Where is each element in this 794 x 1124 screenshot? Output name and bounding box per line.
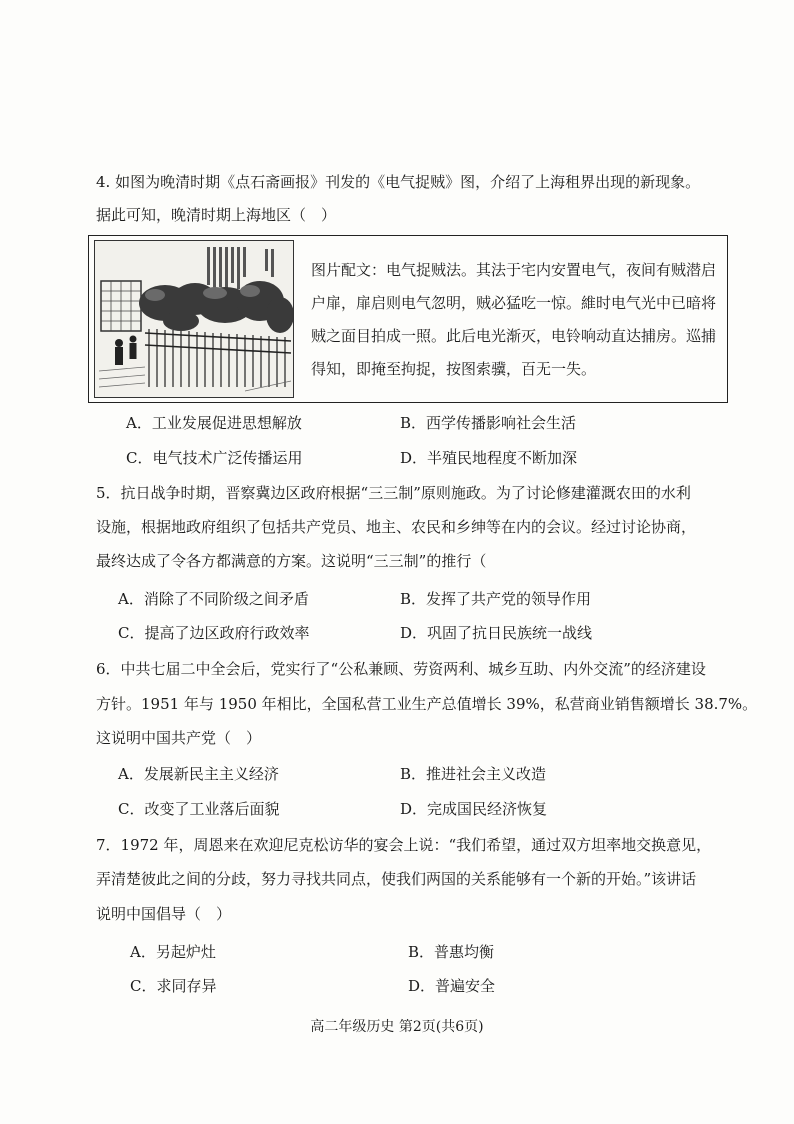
- question-4-option-b[interactable]: B．西学传播影响社会生活: [400, 414, 577, 432]
- question-7-option-b[interactable]: B．普惠均衡: [408, 943, 495, 961]
- question-4-figure-box: [88, 235, 728, 403]
- question-5-line-3: 最终达成了令各方都满意的方案。这说明“三三制”的推行（: [96, 552, 487, 570]
- question-6-option-b[interactable]: B．推进社会主义改造: [400, 765, 547, 783]
- question-6-option-c[interactable]: C．改变了工业落后面貌: [118, 800, 280, 818]
- question-7-option-a[interactable]: A．另起炉灶: [130, 943, 216, 961]
- question-6-line-3: 这说明中国共产党（ ）: [96, 729, 262, 747]
- question-5-option-d[interactable]: D．巩固了抗日民族统一战线: [400, 624, 593, 642]
- question-4-line-1: 4. 如图为晚清时期《点石斋画报》刊发的《电气捉贼》图，介绍了上海租界出现的新现象。: [96, 173, 701, 191]
- question-4-line-2: 据此可知，晚清时期上海地区（ ）: [96, 206, 337, 224]
- figure-caption: [311, 254, 715, 386]
- question-7-line-1: 7．1972 年，周恩来在欢迎尼克松访华的宴会上说：“我们希望，通过双方坦率地交换意见，: [96, 836, 712, 854]
- question-6-line-1: 6．中共七届二中全会后，党实行了“公私兼顾、劳资两利、城乡互助、内外交流”的经济建设: [96, 660, 706, 678]
- question-6-option-a[interactable]: A．发展新民主主义经济: [118, 765, 279, 783]
- engraving-illustration-icon: [95, 241, 293, 397]
- question-7-option-d[interactable]: D．普遍安全: [408, 977, 496, 995]
- question-5-line-1: 5．抗日战争时期，晋察冀边区政府根据“三三制”原则施政。为了讨论修建灌溉农田的水利: [96, 484, 691, 502]
- question-6-line-2: 方针。1951 年与 1950 年相比，全国私营工业生产总值增长 39%，私营商业销售额增长 38.7%。: [96, 695, 758, 713]
- question-4-option-d[interactable]: D．半殖民地程度不断加深: [400, 449, 578, 467]
- question-5-option-a[interactable]: A．消除了不同阶级之间矛盾: [118, 590, 309, 608]
- question-5-line-2: 设施，根据地政府组织了包括共产党员、地主、农民和乡绅等在内的会议。经过讨论协商，: [96, 518, 697, 536]
- question-7-line-2: 弄清楚彼此之间的分歧，努力寻找共同点，使我们两国的关系能够有一个新的开始。”该讲话: [96, 870, 697, 888]
- question-4-option-c[interactable]: C．电气技术广泛传播运用: [126, 449, 303, 467]
- caption-line: 图片配文：电气捉贼法。其法于宅内安置电气，夜间有贼潜启: [311, 261, 717, 279]
- caption-line: 得知，即掩至拘捉，按图索骥，百无一失。: [311, 360, 597, 378]
- page-footer: 高二年级历史 第2页(共6页): [310, 1019, 484, 1035]
- question-4-option-a[interactable]: A．工业发展促进思想解放: [126, 414, 302, 432]
- caption-line: 户扉，扉启则电气忽明，贼必猛吃一惊。維时电气光中已暗将: [311, 294, 717, 312]
- illustration-electric-thief-catching: [94, 240, 294, 398]
- caption-line: 贼之面目拍成一照。此后电光渐灭，电铃响动直达捕房。巡捕: [311, 327, 717, 345]
- question-5-option-b[interactable]: B．发挥了共产党的领导作用: [400, 590, 592, 608]
- question-7-option-c[interactable]: C．求同存异: [130, 977, 217, 995]
- question-7-line-3: 说明中国倡导（ ）: [96, 905, 232, 923]
- question-5-option-c[interactable]: C．提高了边区政府行政效率: [118, 624, 310, 642]
- question-6-option-d[interactable]: D．完成国民经济恢复: [400, 800, 548, 818]
